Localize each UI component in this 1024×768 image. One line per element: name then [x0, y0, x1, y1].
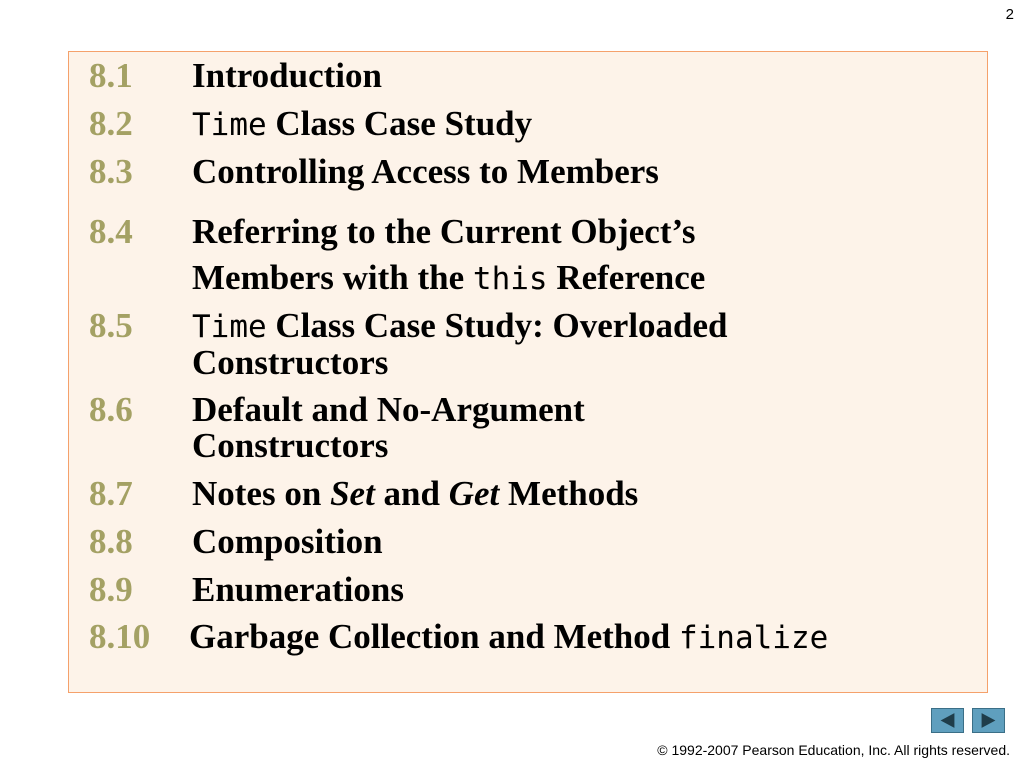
- right-arrow-icon: [973, 709, 1004, 732]
- section-title: [192, 476, 638, 512]
- section-title-text: Methods: [499, 474, 639, 513]
- section-title-line2: Constructors: [192, 426, 389, 465]
- slide-number: 2: [1005, 6, 1014, 23]
- section-number: 8.9: [89, 570, 133, 609]
- section-title: Composition: [192, 522, 383, 561]
- previous-slide-button[interactable]: [931, 708, 964, 733]
- section-title-text: Class Case Study: [266, 104, 533, 143]
- code-this: this: [472, 261, 548, 297]
- toc-item-8-6: [89, 392, 977, 472]
- section-title: [192, 106, 532, 143]
- toc-item-8-5: [89, 308, 977, 388]
- italic-set: Set: [330, 474, 375, 513]
- code-time: Time: [192, 309, 267, 345]
- section-title: Controlling Access to Members: [192, 152, 659, 191]
- section-title-text: Reference: [547, 258, 706, 297]
- left-arrow-icon: [932, 709, 963, 732]
- section-title-line2: [192, 260, 705, 297]
- section-number: 8.7: [89, 474, 133, 513]
- toc-item-8-4: [89, 214, 977, 310]
- section-number: 8.4: [89, 212, 133, 251]
- section-number: 8.8: [89, 522, 133, 561]
- section-title-text: Members with the: [192, 258, 473, 297]
- section-title-line1: Referring to the Current Object’s: [192, 212, 696, 251]
- section-title-line1: [192, 308, 728, 345]
- section-number: 8.3: [89, 152, 133, 191]
- section-title-text: Class Case Study: Overloaded: [266, 306, 728, 345]
- section-title: Introduction: [192, 56, 382, 95]
- copyright-notice: © 1992-2007 Pearson Education, Inc. All rights reserved.: [657, 742, 1010, 758]
- section-title: Enumerations: [192, 570, 404, 609]
- section-number: 8.5: [89, 306, 133, 345]
- section-title-line1: Default and No-Argument: [192, 390, 585, 429]
- section-number: 8.2: [89, 104, 133, 143]
- italic-get: Get: [448, 474, 500, 513]
- section-title-text: and: [374, 474, 449, 513]
- toc-box: [68, 51, 988, 693]
- section-number: 8.1: [89, 56, 133, 95]
- section-number: 8.10: [89, 617, 151, 656]
- section-title-line2: Constructors: [192, 343, 389, 382]
- section-title: [189, 619, 828, 656]
- section-title-text: Notes on: [192, 474, 331, 513]
- section-title: [192, 308, 728, 381]
- code-time: Time: [192, 107, 267, 143]
- section-title: [192, 214, 705, 297]
- section-number: 8.6: [89, 390, 133, 429]
- section-title: [192, 392, 585, 464]
- section-title-text: Garbage Collection and Method: [189, 617, 679, 656]
- next-slide-button[interactable]: [972, 708, 1005, 733]
- code-finalize: finalize: [678, 620, 829, 656]
